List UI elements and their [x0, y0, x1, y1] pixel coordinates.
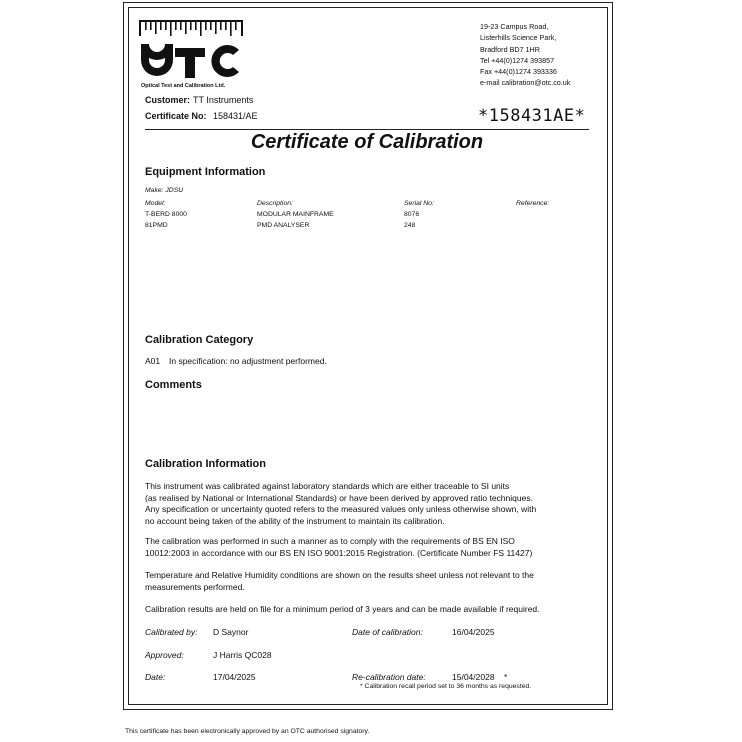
recalibration-date-value: 15/04/2028: [452, 672, 495, 682]
calibration-paragraph-4: Calibration results are held on file for a minimum period of 3 years and can be made available if required.: [145, 604, 540, 614]
calibration-info-heading: Calibration Information: [145, 458, 266, 470]
company-name: Optical Test and Calibration Ltd.: [141, 83, 226, 89]
paragraph-line: no account being taken of the ability of the instrument to maintain its calibration.: [145, 515, 445, 526]
customer-value: TT Instruments: [193, 95, 254, 105]
header-rule: [145, 129, 589, 130]
address-line: Fax +44(0)1274 393336: [480, 67, 557, 77]
date-label: Date:: [145, 672, 166, 682]
equipment-row-serial: 248: [404, 222, 416, 229]
equipment-header-reference: Reference:: [516, 200, 550, 207]
footer-note: This certificate has been electronically approved by an OTC authorised signatory.: [125, 728, 370, 735]
paragraph-line: measurements performed.: [145, 581, 245, 592]
company-address: [480, 21, 570, 89]
paragraph-line: The calibration was performed in such a manner as to comply with the requirements of BS EN ISO: [145, 536, 515, 546]
paragraph-line: Any specification or uncertainty quoted refers to the measured values only unless otherwise shown, with: [145, 504, 537, 514]
date-value: 17/04/2025: [213, 672, 256, 682]
calibrated-by-value: D Saynor: [213, 627, 249, 637]
address-line: 19-23 Campus Road,: [480, 22, 549, 31]
category-heading: Calibration Category: [145, 334, 254, 346]
approved-label: Approved:: [145, 650, 184, 660]
certificate-barcode-number: *158431AE*: [478, 106, 586, 126]
address-line: Tel +44(0)1274 393857: [480, 55, 555, 65]
equipment-row-model: T-BERD 8000: [145, 211, 187, 218]
equipment-row-serial: 8076: [404, 211, 420, 218]
paragraph-line: (as realised by National or International Standards) or have been derived by approved ratio techniques.: [145, 492, 533, 503]
certificate-number-value: 158431/AE: [213, 111, 258, 121]
certificate-number-label: Certificate No:: [145, 111, 207, 121]
recalibration-note: * Calibration recall period set to 36 months as requested.: [360, 683, 532, 690]
calibration-paragraph-3: [145, 570, 585, 593]
address-line: e-mail calibration@otc.co.uk: [480, 78, 571, 88]
calibrated-by-label: Calibrated by:: [145, 627, 198, 637]
customer-label: Customer:: [145, 95, 191, 105]
equipment-header-description: Description:: [257, 200, 293, 207]
otc-logo: [139, 20, 243, 82]
equipment-row-description: PMD ANALYSER: [257, 222, 310, 229]
recalibration-date-label: Re-calibration date:: [352, 672, 426, 682]
equipment-heading: Equipment Information: [145, 166, 266, 178]
address-line: Listerhills Science Park,: [480, 33, 557, 43]
paragraph-line: Temperature and Relative Humidity conditions are shown on the results sheet unless not relevant to the: [145, 570, 534, 580]
equipment-make: Make: JDSU: [145, 187, 184, 194]
approved-value: J Harris QC028: [213, 650, 272, 660]
paragraph-line: This instrument was calibrated against laboratory standards which are either traceable to SI units: [145, 481, 510, 491]
comments-heading: Comments: [145, 379, 202, 391]
category-text: In specification: no adjustment performed.: [169, 356, 327, 366]
equipment-header-serial: Serial No:: [404, 200, 434, 207]
equipment-row-description: MODULAR MAINFRAME: [257, 211, 334, 218]
date-of-calibration-value: 16/04/2025: [452, 627, 495, 637]
category-code: A01: [145, 356, 161, 366]
calibration-paragraph-2: [145, 536, 585, 559]
calibration-paragraph-1: [145, 481, 585, 527]
paragraph-line: 10012:2003 in accordance with our BS EN ISO 9001:2015 Registration. (Certificate Number FS 11427): [145, 547, 533, 558]
equipment-header-model: Model:: [145, 200, 166, 207]
equipment-row-model: 81PMD: [145, 222, 168, 229]
address-line: Bradford BD7 1HR: [480, 44, 540, 54]
recalibration-asterisk: *: [504, 672, 508, 682]
document-title: Certificate of Calibration: [250, 131, 484, 153]
date-of-calibration-label: Date of calibration:: [352, 627, 423, 637]
